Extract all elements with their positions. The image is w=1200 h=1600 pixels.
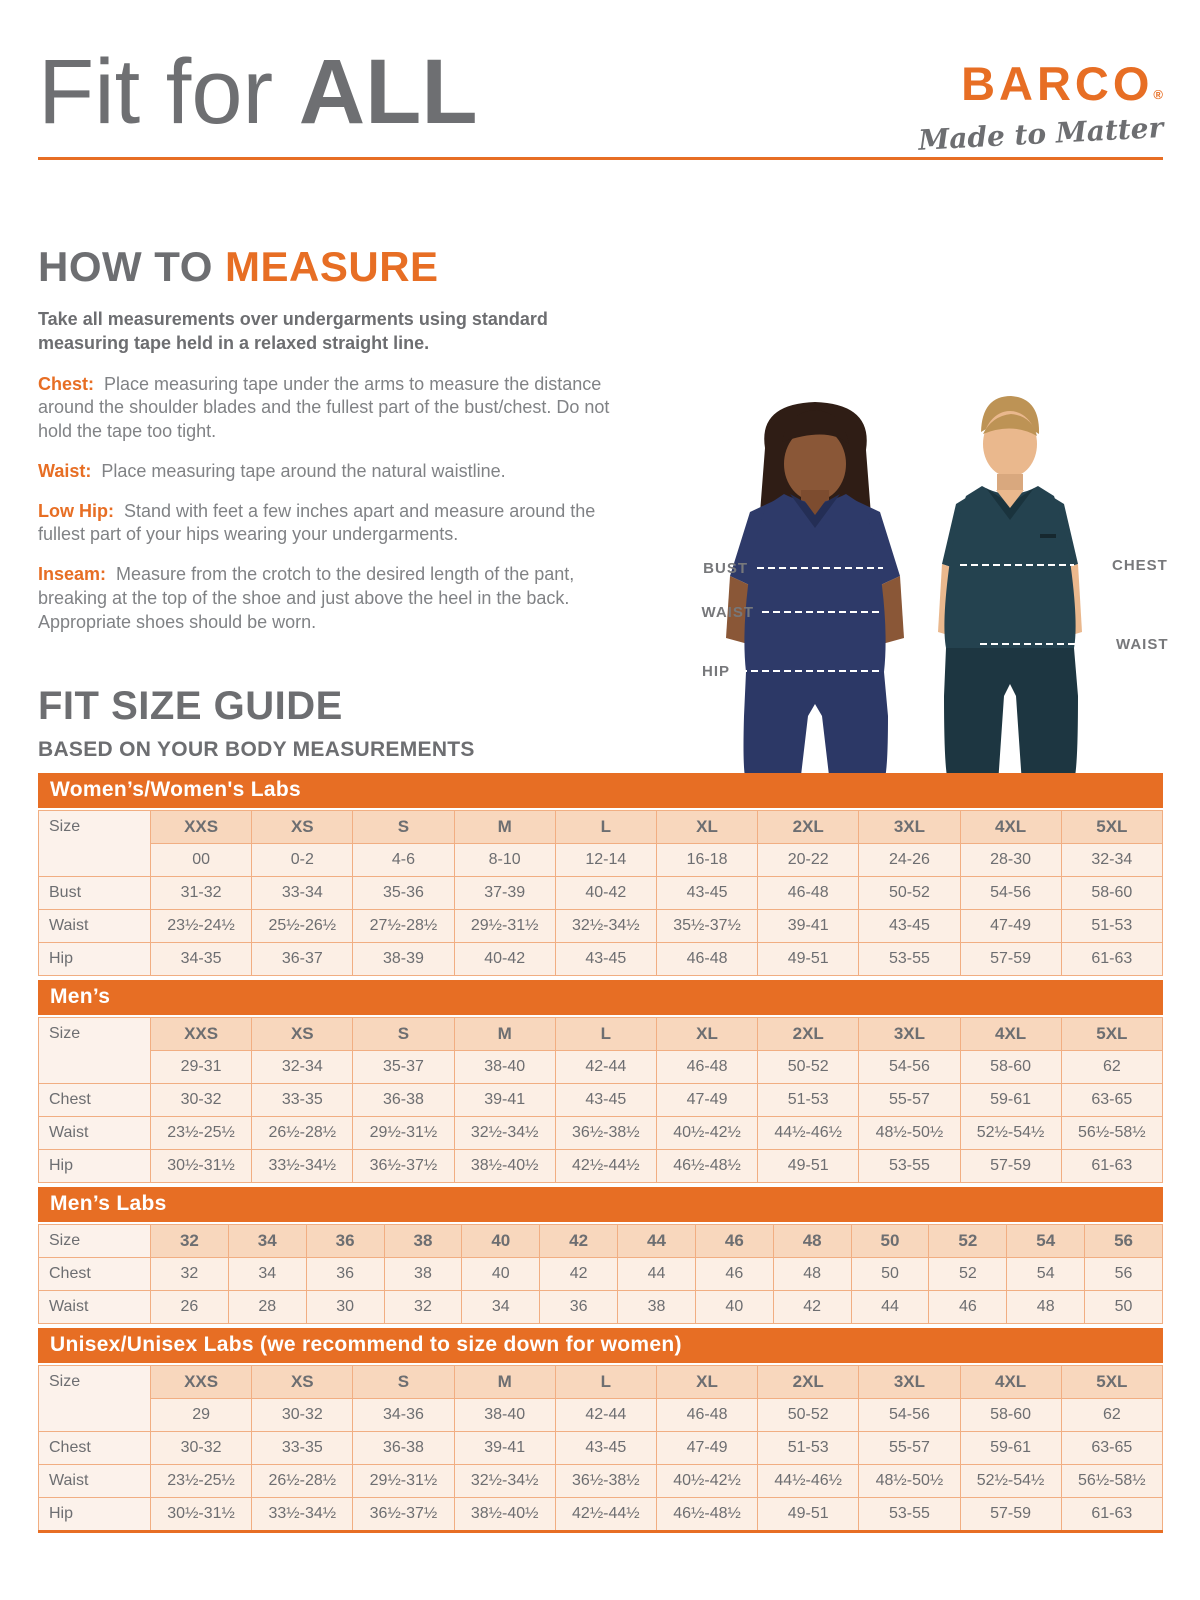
value-cell: 51-53 xyxy=(1061,910,1162,943)
how-to-measure-heading xyxy=(38,243,638,290)
value-cell: 42 xyxy=(540,1258,618,1291)
value-cell: 32½-34½ xyxy=(454,1117,555,1150)
value-cell: 42½-44½ xyxy=(555,1498,656,1532)
value-cell: 36-38 xyxy=(353,1084,454,1117)
size-cell: XL xyxy=(656,811,757,844)
value-cell: 31-32 xyxy=(151,877,252,910)
man-waist-label: WAIST xyxy=(1116,636,1169,653)
size-header-row xyxy=(39,1366,1163,1399)
divider xyxy=(38,157,1163,160)
value-cell: 39-41 xyxy=(454,1432,555,1465)
value-cell: 35-36 xyxy=(353,877,454,910)
size-table-grid xyxy=(38,1365,1163,1533)
value-cell: 36-38 xyxy=(353,1432,454,1465)
measurement-row xyxy=(39,910,1163,943)
value-cell: 36-37 xyxy=(252,943,353,976)
value-cell: 52½-54½ xyxy=(960,1117,1061,1150)
value-cell: 40½-42½ xyxy=(656,1465,757,1498)
value-cell: 49-51 xyxy=(758,1498,859,1532)
heading-part-gray: HOW TO xyxy=(38,243,226,290)
size-table-title: Unisex/Unisex Labs (we recommend to size down for women) xyxy=(38,1328,1163,1363)
value-cell: 57-59 xyxy=(960,943,1061,976)
numeric-size-cell: 32-34 xyxy=(1061,844,1162,877)
size-cell: 54 xyxy=(1007,1225,1085,1258)
brand-logo xyxy=(917,57,1164,157)
measurement-row xyxy=(39,1498,1163,1532)
value-cell: 48½-50½ xyxy=(859,1465,960,1498)
value-cell: 61-63 xyxy=(1061,1498,1162,1532)
value-cell: 40-42 xyxy=(454,943,555,976)
value-cell: 46 xyxy=(695,1258,773,1291)
value-cell: 53-55 xyxy=(859,943,960,976)
value-cell: 56½-58½ xyxy=(1061,1465,1162,1498)
value-cell: 23½-24½ xyxy=(151,910,252,943)
value-cell: 56 xyxy=(1085,1258,1163,1291)
row-label-cell: Hip xyxy=(39,943,151,976)
value-cell: 49-51 xyxy=(758,1150,859,1183)
value-cell: 47-49 xyxy=(960,910,1061,943)
size-cell: 42 xyxy=(540,1225,618,1258)
value-cell: 43-45 xyxy=(656,877,757,910)
value-cell: 29½-31½ xyxy=(353,1465,454,1498)
numeric-size-cell: 34-36 xyxy=(353,1399,454,1432)
measure-item: Waist: Place measuring tape around the natural waistline. xyxy=(38,460,506,481)
value-cell: 38-39 xyxy=(353,943,454,976)
value-cell: 33-34 xyxy=(252,877,353,910)
value-cell: 25½-26½ xyxy=(252,910,353,943)
value-cell: 44 xyxy=(618,1258,696,1291)
value-cell: 36 xyxy=(540,1291,618,1324)
numeric-size-cell: 29-31 xyxy=(151,1051,252,1084)
page-title-regular: Fit for xyxy=(38,41,299,143)
size-table-title: Women’s/Women's Labs xyxy=(38,773,1163,808)
value-cell: 42 xyxy=(773,1291,851,1324)
value-cell: 26 xyxy=(151,1291,229,1324)
size-cell: XL xyxy=(656,1366,757,1399)
value-cell: 30-32 xyxy=(151,1084,252,1117)
value-cell: 28 xyxy=(228,1291,306,1324)
measure-term: Low Hip: xyxy=(38,500,114,521)
size-cell: L xyxy=(555,1366,656,1399)
value-cell: 36½-37½ xyxy=(353,1150,454,1183)
size-cell: S xyxy=(353,1366,454,1399)
size-cell: 38 xyxy=(384,1225,462,1258)
size-table-grid xyxy=(38,810,1163,976)
how-to-measure-section xyxy=(38,243,638,650)
value-cell: 54 xyxy=(1007,1258,1085,1291)
size-cell: XXS xyxy=(151,1018,252,1051)
value-cell: 46½-48½ xyxy=(656,1498,757,1532)
value-cell: 27½-28½ xyxy=(353,910,454,943)
value-cell: 59-61 xyxy=(960,1084,1061,1117)
value-cell: 44½-46½ xyxy=(758,1465,859,1498)
hip-label: HIP xyxy=(701,663,730,680)
value-cell: 56½-58½ xyxy=(1061,1117,1162,1150)
size-cell: 5XL xyxy=(1061,811,1162,844)
size-table xyxy=(38,773,1163,976)
page-header xyxy=(38,41,1164,157)
row-label-cell: Waist xyxy=(39,1117,151,1150)
measure-term: Inseam: xyxy=(38,564,107,584)
row-label-cell: Bust xyxy=(39,877,151,910)
value-cell: 54-56 xyxy=(960,877,1061,910)
numeric-size-cell: 38-40 xyxy=(454,1399,555,1432)
value-cell: 61-63 xyxy=(1061,1150,1162,1183)
value-cell: 32½-34½ xyxy=(454,1465,555,1498)
fit-size-guide-section xyxy=(38,684,1163,1537)
value-cell: 39-41 xyxy=(758,910,859,943)
row-label-cell: Chest xyxy=(39,1084,151,1117)
size-cell: 3XL xyxy=(859,1366,960,1399)
registered-trademark-icon: ® xyxy=(1153,87,1163,102)
size-cell: 4XL xyxy=(960,1366,1061,1399)
value-cell: 53-55 xyxy=(859,1498,960,1532)
size-cell: XS xyxy=(252,1018,353,1051)
numeric-size-cell: 8-10 xyxy=(454,844,555,877)
value-cell: 34 xyxy=(462,1291,540,1324)
value-cell: 43-45 xyxy=(859,910,960,943)
value-cell: 48 xyxy=(1007,1291,1085,1324)
size-cell: XL xyxy=(656,1018,757,1051)
value-cell: 30 xyxy=(306,1291,384,1324)
value-cell: 42½-44½ xyxy=(555,1150,656,1183)
value-cell: 40 xyxy=(695,1291,773,1324)
value-cell: 36½-38½ xyxy=(555,1465,656,1498)
numeric-size-cell: 42-44 xyxy=(555,1051,656,1084)
row-label-cell: Hip xyxy=(39,1498,151,1532)
size-header-row xyxy=(39,811,1163,844)
size-cell: 32 xyxy=(151,1225,229,1258)
size-tables xyxy=(38,773,1163,1533)
numeric-size-cell: 50-52 xyxy=(758,1051,859,1084)
fit-size-guide-subheading: BASED ON YOUR BODY MEASUREMENTS xyxy=(38,738,475,761)
value-cell: 48 xyxy=(773,1258,851,1291)
value-cell: 35½-37½ xyxy=(656,910,757,943)
size-label-cell: Size xyxy=(39,1225,151,1258)
size-header-row xyxy=(39,1225,1163,1258)
heading-part-orange: MEASURE xyxy=(225,243,439,290)
numeric-size-cell: 58-60 xyxy=(960,1051,1061,1084)
page-title xyxy=(38,41,478,143)
value-cell: 61-63 xyxy=(1061,943,1162,976)
numeric-size-cell: 62 xyxy=(1061,1399,1162,1432)
value-cell: 32 xyxy=(151,1258,229,1291)
size-table-grid xyxy=(38,1017,1163,1183)
measurement-row xyxy=(39,1291,1163,1324)
size-cell: XXS xyxy=(151,811,252,844)
measurement-row xyxy=(39,1432,1163,1465)
value-cell: 36½-38½ xyxy=(555,1117,656,1150)
numeric-size-cell: 30-32 xyxy=(252,1399,353,1432)
row-label-cell: Chest xyxy=(39,1258,151,1291)
measure-item: Low Hip: Stand with feet a few inches apart and measure around the fullest part of your hips wearing your undergarments. xyxy=(38,500,596,545)
measure-item: Chest: Place measuring tape under the arms to measure the distance around the shoulder blades and the fullest part of the bust/chest. Do not hold the tape too tight. xyxy=(38,373,610,441)
value-cell: 33½-34½ xyxy=(252,1498,353,1532)
numeric-size-cell: 50-52 xyxy=(758,1399,859,1432)
value-cell: 33-35 xyxy=(252,1084,353,1117)
value-cell: 40 xyxy=(462,1258,540,1291)
size-cell: 3XL xyxy=(859,1018,960,1051)
value-cell: 33-35 xyxy=(252,1432,353,1465)
value-cell: 50-52 xyxy=(859,877,960,910)
value-cell: 55-57 xyxy=(859,1432,960,1465)
value-cell: 63-65 xyxy=(1061,1084,1162,1117)
value-cell: 32½-34½ xyxy=(555,910,656,943)
numeric-size-cell: 12-14 xyxy=(555,844,656,877)
size-table-title: Men’s xyxy=(38,980,1163,1015)
value-cell: 48½-50½ xyxy=(859,1117,960,1150)
value-cell: 46-48 xyxy=(758,877,859,910)
value-cell: 58-60 xyxy=(1061,877,1162,910)
numeric-size-cell: 4-6 xyxy=(353,844,454,877)
value-cell: 47-49 xyxy=(656,1432,757,1465)
woman-waist-label: WAIST xyxy=(701,604,754,621)
chest-label: CHEST xyxy=(1112,557,1168,574)
value-cell: 38 xyxy=(618,1291,696,1324)
numeric-size-row xyxy=(39,1399,1163,1432)
size-cell: 40 xyxy=(462,1225,540,1258)
value-cell: 44½-46½ xyxy=(758,1117,859,1150)
value-cell: 46-48 xyxy=(656,943,757,976)
page-title-bold: ALL xyxy=(298,41,478,143)
size-cell: S xyxy=(353,811,454,844)
value-cell: 53-55 xyxy=(859,1150,960,1183)
numeric-size-cell: 62 xyxy=(1061,1051,1162,1084)
value-cell: 46½-48½ xyxy=(656,1150,757,1183)
value-cell: 30½-31½ xyxy=(151,1498,252,1532)
brand-name xyxy=(918,57,1163,110)
value-cell: 34 xyxy=(228,1258,306,1291)
value-cell: 38 xyxy=(384,1258,462,1291)
value-cell: 52 xyxy=(929,1258,1007,1291)
value-cell: 26½-28½ xyxy=(252,1117,353,1150)
size-table xyxy=(38,1187,1163,1324)
size-cell: M xyxy=(454,1366,555,1399)
measurement-row xyxy=(39,1258,1163,1291)
size-cell: 2XL xyxy=(758,1018,859,1051)
value-cell: 59-61 xyxy=(960,1432,1061,1465)
size-table-grid xyxy=(38,1224,1163,1324)
value-cell: 26½-28½ xyxy=(252,1465,353,1498)
measure-instructions xyxy=(38,373,638,635)
measurement-row xyxy=(39,877,1163,910)
numeric-size-cell: 42-44 xyxy=(555,1399,656,1432)
size-cell: 5XL xyxy=(1061,1018,1162,1051)
numeric-size-cell: 46-48 xyxy=(656,1399,757,1432)
size-cell: 3XL xyxy=(859,811,960,844)
numeric-size-cell: 32-34 xyxy=(252,1051,353,1084)
value-cell: 47-49 xyxy=(656,1084,757,1117)
size-cell: M xyxy=(454,1018,555,1051)
value-cell: 29½-31½ xyxy=(353,1117,454,1150)
numeric-size-cell: 35-37 xyxy=(353,1051,454,1084)
value-cell: 36½-37½ xyxy=(353,1498,454,1532)
size-label-cell: Size xyxy=(39,811,151,877)
size-cell: 46 xyxy=(695,1225,773,1258)
numeric-size-cell: 24-26 xyxy=(859,844,960,877)
value-cell: 40-42 xyxy=(555,877,656,910)
value-cell: 30½-31½ xyxy=(151,1150,252,1183)
measurement-row xyxy=(39,943,1163,976)
size-cell: S xyxy=(353,1018,454,1051)
value-cell: 51-53 xyxy=(758,1084,859,1117)
numeric-size-cell: 54-56 xyxy=(859,1399,960,1432)
measure-item: Inseam: Measure from the crotch to the desired length of the pant, breaking at the top of the shoe and just above the heel in the back. Appropriate shoes should be worn. xyxy=(38,564,575,632)
row-label-cell: Waist xyxy=(39,1291,151,1324)
value-cell: 40½-42½ xyxy=(656,1117,757,1150)
size-cell: 2XL xyxy=(758,811,859,844)
measurement-row xyxy=(39,1084,1163,1117)
value-cell: 23½-25½ xyxy=(151,1465,252,1498)
size-cell: 52 xyxy=(929,1225,1007,1258)
size-cell: 50 xyxy=(851,1225,929,1258)
size-cell: 5XL xyxy=(1061,1366,1162,1399)
measure-term: Chest: xyxy=(38,373,95,394)
size-cell: XS xyxy=(252,1366,353,1399)
value-cell: 39-41 xyxy=(454,1084,555,1117)
size-cell: 34 xyxy=(228,1225,306,1258)
value-cell: 29½-31½ xyxy=(454,910,555,943)
size-cell: 2XL xyxy=(758,1366,859,1399)
row-label-cell: Chest xyxy=(39,1432,151,1465)
size-table xyxy=(38,980,1163,1183)
value-cell: 55-57 xyxy=(859,1084,960,1117)
value-cell: 38½-40½ xyxy=(454,1498,555,1532)
value-cell: 44 xyxy=(851,1291,929,1324)
size-cell: 36 xyxy=(306,1225,384,1258)
value-cell: 50 xyxy=(1085,1291,1163,1324)
measurement-row xyxy=(39,1117,1163,1150)
numeric-size-row xyxy=(39,844,1163,877)
value-cell: 37-39 xyxy=(454,877,555,910)
measure-intro: Take all measurements over undergarments using standard measuring tape held in a relaxed straight line. xyxy=(38,309,548,353)
size-cell: XXS xyxy=(151,1366,252,1399)
value-cell: 51-53 xyxy=(758,1432,859,1465)
value-cell: 38½-40½ xyxy=(454,1150,555,1183)
numeric-size-cell: 20-22 xyxy=(758,844,859,877)
size-label-cell: Size xyxy=(39,1366,151,1432)
value-cell: 57-59 xyxy=(960,1150,1061,1183)
size-table-title: Men’s Labs xyxy=(38,1187,1163,1222)
row-label-cell: Waist xyxy=(39,1465,151,1498)
value-cell: 32 xyxy=(384,1291,462,1324)
row-label-cell: Waist xyxy=(39,910,151,943)
row-label-cell: Hip xyxy=(39,1150,151,1183)
size-cell: 48 xyxy=(773,1225,851,1258)
size-cell: M xyxy=(454,811,555,844)
numeric-size-cell: 29 xyxy=(151,1399,252,1432)
numeric-size-cell: 16-18 xyxy=(656,844,757,877)
numeric-size-cell: 28-30 xyxy=(960,844,1061,877)
brand-tagline: Made to Matter xyxy=(917,111,1164,157)
value-cell: 36 xyxy=(306,1258,384,1291)
size-cell: 4XL xyxy=(960,1018,1061,1051)
value-cell: 49-51 xyxy=(758,943,859,976)
numeric-size-cell: 58-60 xyxy=(960,1399,1061,1432)
numeric-size-cell: 00 xyxy=(151,844,252,877)
value-cell: 46 xyxy=(929,1291,1007,1324)
numeric-size-cell: 0-2 xyxy=(252,844,353,877)
size-cell: 44 xyxy=(618,1225,696,1258)
numeric-size-row xyxy=(39,1051,1163,1084)
size-cell: 56 xyxy=(1085,1225,1163,1258)
brand-wordmark: BARCO xyxy=(961,57,1154,110)
measurement-row xyxy=(39,1465,1163,1498)
numeric-size-cell: 38-40 xyxy=(454,1051,555,1084)
value-cell: 23½-25½ xyxy=(151,1117,252,1150)
fit-size-guide-heading: FIT SIZE GUIDE xyxy=(38,684,343,728)
bust-label: BUST xyxy=(703,560,748,577)
measurement-row xyxy=(39,1150,1163,1183)
size-cell: XS xyxy=(252,811,353,844)
size-cell: L xyxy=(555,811,656,844)
value-cell: 50 xyxy=(851,1258,929,1291)
size-header-row xyxy=(39,1018,1163,1051)
size-cell: L xyxy=(555,1018,656,1051)
size-label-cell: Size xyxy=(39,1018,151,1084)
measure-term: Waist: xyxy=(38,460,92,481)
value-cell: 30-32 xyxy=(151,1432,252,1465)
size-cell: 4XL xyxy=(960,811,1061,844)
value-cell: 43-45 xyxy=(555,1432,656,1465)
value-cell: 57-59 xyxy=(960,1498,1061,1532)
value-cell: 52½-54½ xyxy=(960,1465,1061,1498)
value-cell: 63-65 xyxy=(1061,1432,1162,1465)
value-cell: 34-35 xyxy=(151,943,252,976)
numeric-size-cell: 46-48 xyxy=(656,1051,757,1084)
size-table xyxy=(38,1328,1163,1533)
value-cell: 43-45 xyxy=(555,943,656,976)
value-cell: 33½-34½ xyxy=(252,1150,353,1183)
numeric-size-cell: 54-56 xyxy=(859,1051,960,1084)
value-cell: 43-45 xyxy=(555,1084,656,1117)
